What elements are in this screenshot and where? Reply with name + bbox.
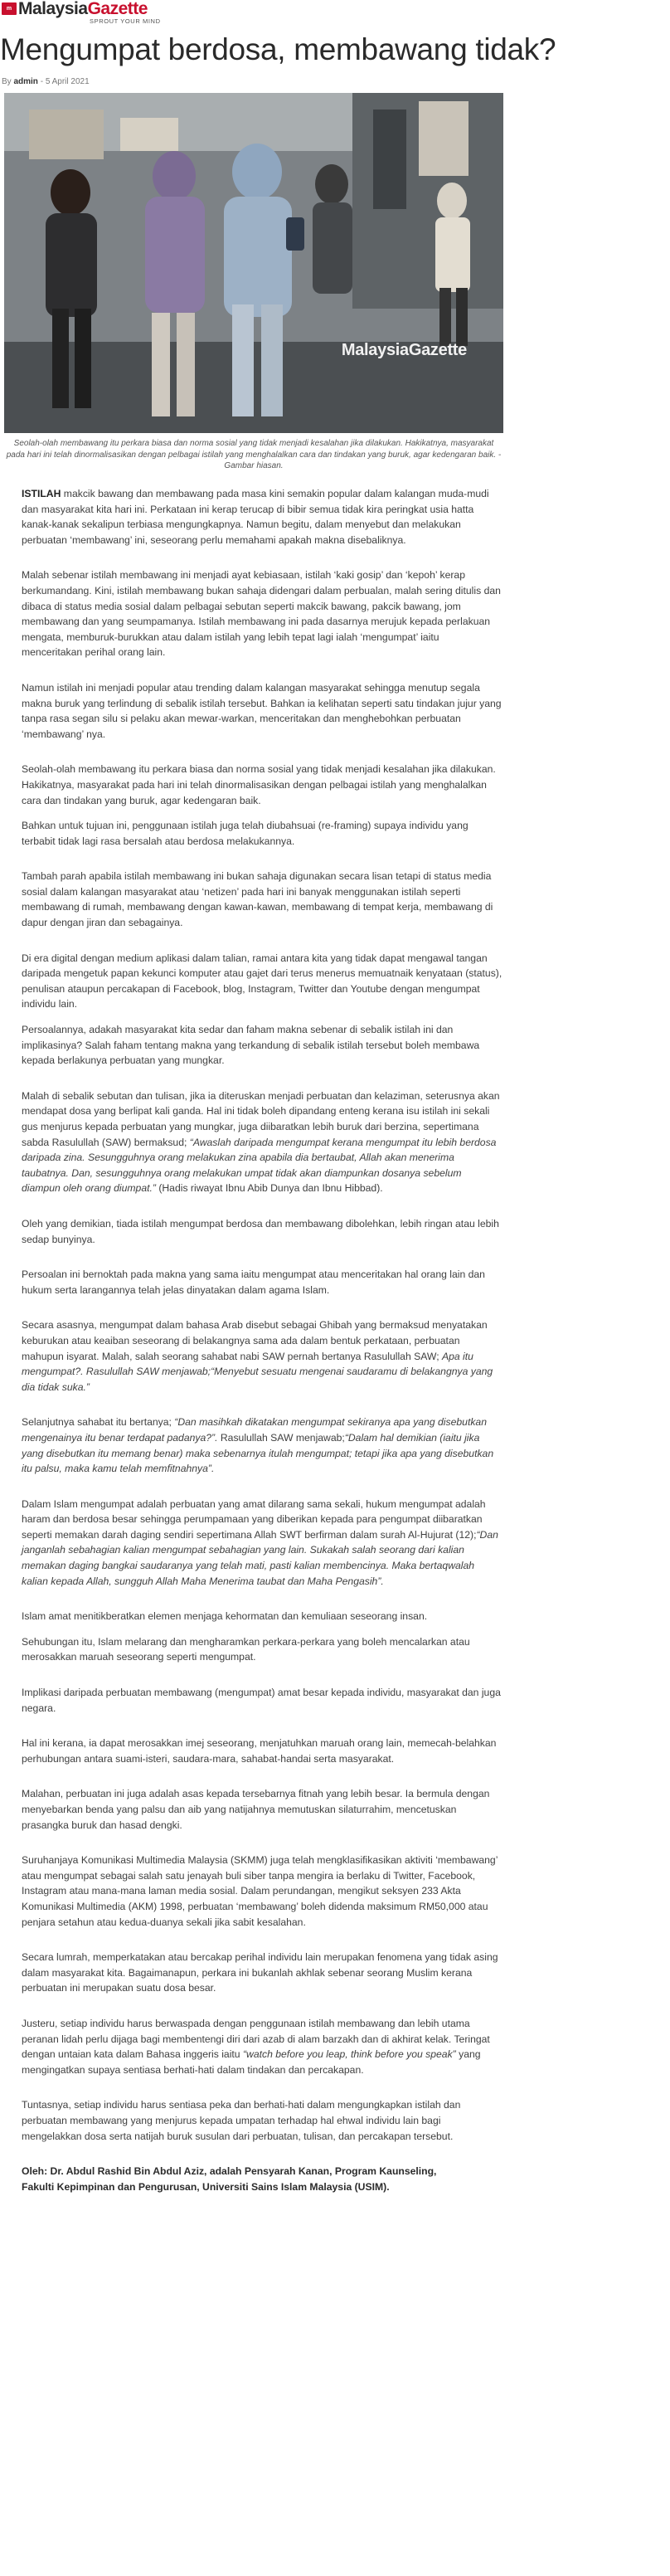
article-paragraph xyxy=(22,1685,502,1716)
logo-badge: m xyxy=(2,2,17,15)
article-paragraph xyxy=(22,567,502,660)
paragraph-text: Islam amat menitikberatkan elemen menjaga kehormatan dan kemuliaan seseorang insan. xyxy=(22,1610,428,1623)
article-paragraph xyxy=(22,762,502,808)
paragraph-text: Selanjutnya sahabat itu bertanya; xyxy=(22,1416,175,1429)
paragraph-text: Suruhanjaya Komunikasi Multimedia Malaysia (SKMM) juga telah mengklasifikasikan aktiviti ‘membawang’ atau mengumpat sebagai salah satu jenayah buli siber tanpa mengira ia berlaku di Twitter, Facebook, Instagram atau mana-mana laman media sosial. Dalam perundangan, mengikut seksyen 233 Akta Komunikasi Multimedia (AKM) 1998, perbuatan ‘membawang’ boleh didenda maksimum RM50,000 atau penjara setahun atau kedua-duanya sekali jika sabit kesalahan. xyxy=(22,1854,498,1928)
article-paragraph xyxy=(22,1022,502,1069)
paragraph-text: Secara asasnya, mengumpat dalam bahasa Arab disebut sebagai Ghibah yang bermaksud menyatakan keburukan atau keaiban seseorang di belakangnya sama ada dalam bentuk perkataan, perbuatan mahupun isyarat. Malah, salah seorang sahabat nabi SAW pernah bertanya Rasulullah SAW; xyxy=(22,1319,488,1362)
paragraph-text-after: (Hadis riwayat Ibnu Abib Dunya dan Ibnu Hibbad). xyxy=(155,1182,383,1195)
paragraph-quote: “watch before you leap, think before you speak” xyxy=(242,2048,456,2061)
site-logo[interactable] xyxy=(0,0,299,33)
photo-scene xyxy=(4,93,503,433)
article-paragraph xyxy=(22,1415,502,1476)
author-link[interactable]: admin xyxy=(13,77,38,86)
logo-wordmark-part2: Gazette xyxy=(87,0,148,18)
article-paragraph xyxy=(22,1736,502,1766)
article-paragraph xyxy=(22,680,502,742)
paragraph-text: Malahan, perbuatan ini juga adalah asas kepada tersebarnya fitnah yang lebih besar. Ia bermula dengan menyebarkan benda yang palsu dan aib yang natijahnya memutuskan silaturrahim, mencetuskan prasangka buruk dan hasad dengki. xyxy=(22,1788,490,1831)
article-title: Mengumpat berdosa, membawang tidak? xyxy=(0,32,556,66)
logo-wordmark-part1: Malaysia xyxy=(18,0,88,18)
article-paragraph xyxy=(22,1950,502,1996)
paragraph-text: Persoalannya, adakah masyarakat kita sedar dan faham makna sebenar di sebalik istilah ini dan implikasinya? Salah faham tentang makna yang terkandung di sebalik istilah tersebut boleh membawa kepada berlakunya perbuatan yang mungkar. xyxy=(22,1024,480,1067)
paragraph-quote: “Awaslah daripada mengumpat kerana mengumpat itu lebih berdosa daripada zina. Sesungguhnya orang melakukan zina apabila dia bertaubat, Allah akan menerima taubatnya. Dan, sesungguhnya orang melakukan umpat tidak akan diampunkan dosanya sebelum diampun oleh orang diumpat.” xyxy=(22,1136,497,1195)
paragraph-text: Malah di sebalik sebutan dan tulisan, jika ia diteruskan menjadi perbuatan dan kelaziman, seterusnya akan mendapat dosa yang berlipat kali ganda. Hal ini tidak boleh dipandang enteng kerana isu istilah ini sekali gus menjurus kepada perbuatan yang mungkar, juga diibaratkan lebih buruk dari berzina, sepertimana sabda Rasulullah (SAW) bermaksud; xyxy=(22,1089,500,1148)
paragraph-text-after: yang mengingatkan supaya sentiasa berhati-hati dalam tindakan dan percakapan. xyxy=(22,2048,481,2076)
paragraph-text: Bahkan untuk tujuan ini, penggunaan istilah juga telah diubahsuai (re-framing) supaya individu yang terbabit tidak lagi rasa bersalah atau berdosa melakukannya. xyxy=(22,820,469,847)
paragraph-quote: “Dan janganlah sebahagian kalian mengumpat sebahagian yang lain. Sukakah salah seorang dari kalian memakan daging bangkai saudaranya yang telah mati, pasti kalian membencinya. Maka bertaqwalah kalian kepada Allah, sungguh Allah Maha Menerima taubat dan Maha Pengasih”. xyxy=(22,1528,498,1587)
paragraph-quote: “Dan masihkah dikatakan mengumpat sekiranya apa yang disebutkan mengenainya itu benar terdapat padanya?”. xyxy=(22,1416,487,1444)
article-paragraph xyxy=(22,1317,502,1395)
paragraph-text: Seolah-olah membawang itu perkara biasa dan norma sosial yang tidak menjadi kesalahan jika dilakukan. Hakikatnya, masyarakat pada hari ini telah dinormalisasikan dengan pelbagai istilah yang menghalalkan cara dan tindakan yang buruk, agar kedengaran baik. xyxy=(22,763,496,806)
paragraph-text: Oleh yang demikian, tiada istilah mengumpat berdosa dan membawang dibolehkan, lebih ringan atau lebih sedap bunyinya. xyxy=(22,1217,499,1245)
paragraph-text: Implikasi daripada perbuatan membawang (mengumpat) amat besar kepada individu, masyarakat dan juga negara. xyxy=(22,1687,501,1714)
paragraph-text: Sehubungan itu, Islam melarang dan mengharamkan perkara-perkara yang boleh mencalarkan atau merosakkan maruah seseorang seperti mengumpat. xyxy=(22,1635,470,1663)
logo-wordmark xyxy=(18,0,148,19)
article-paragraph xyxy=(22,1497,502,1590)
paragraph-text: Di era digital dengan medium aplikasi dalam talian, ramai antara kita yang tidak dapat mengawal tangan daripada mengetuk papan kekunci komputer atau gajet dari terus menerus memuatnaik kenyataan (status), penulisan ataupun percakapan di Facebook, blog, Instagram, Twitter dan Youtube dengan mengumpat individu lain. xyxy=(22,952,502,1010)
photo-watermark: MalaysiaGazette xyxy=(341,341,467,359)
paragraph-text: Tambah parah apabila istilah membawang ini bukan sahaja digunakan secara lisan tetapi di status media sosial dalam kalangan masyarakat atau ‘netizen’ pada hari ini banyak menggunakan istilah seperti membawang di rumah, membawang dengan kawan-kawan, membawang di tempat kerja, membawang di dapur dengan jiran dan sebagainya. xyxy=(22,870,493,929)
article-paragraph xyxy=(22,486,502,548)
article-paragraph xyxy=(22,2097,502,2144)
photo-caption: Seolah-olah membawang itu perkara biasa dan norma sosial yang tidak menjadi kesalahan jika dilakukan. Hakikatnya, masyarakat pada hari ini telah dinormalisasikan dengan pelbagai istilah yang menghalalkan cara dan tindakan yang buruk, agar kedengaran baik. - Gambar hiasan. xyxy=(6,439,502,470)
paragraph-text: Namun istilah ini menjadi popular atau trending dalam kalangan masyarakat sehingga menutup segala makna buruk yang terlindung di sebalik istilah tersebut. Bahkan ia kelihatan seperti satu tindakan jujur yang tanpa rasa segan silu si pelaku akan mewar-warkan, menceritakan dan menghebohkan perbuatan ‘membawang’ nya. xyxy=(22,681,502,740)
article-paragraph xyxy=(22,1786,502,1833)
article-body xyxy=(22,486,502,2194)
byline xyxy=(2,77,90,86)
author-credit-line-1: Oleh: Dr. Abdul Rashid Bin Abdul Aziz, adalah Pensyarah Kanan, Program Kaunseling, xyxy=(22,2165,437,2178)
article-paragraph xyxy=(22,1216,502,1247)
article-paragraph xyxy=(22,1267,502,1298)
paragraph-text: Justeru, setiap individu harus berwaspada dengan penggunaan istilah membawang dan lebih utama peranan lidah perlu dijaga bagi membentengi diri dari azab di alam barzakh dan di akhirat kelak. Teringat dengan untaian kata dalam Bahasa inggeris iaitu xyxy=(22,2017,490,2061)
paragraph-text: makcik bawang dan membawang pada masa kini semakin popular dalam kalangan muda-mudi dan masyarakat kita hari ini. Perkataan ini kerap terucap di bibir semua tidak kira peringkat usia hatta kanak-kanak sekalipun terbiasa mengungkapnya. Namun begitu, dalam menyebut dan melakukan perbuatan ‘membawang’ ini, seseorang perlu memahami apakah makna disebaliknya. xyxy=(22,488,489,546)
article-paragraph xyxy=(22,1088,502,1196)
article-paragraph xyxy=(22,1609,502,1624)
publish-date: 5 April 2021 xyxy=(45,77,90,86)
article-paragraph xyxy=(22,869,502,930)
paragraph-text: Malah sebenar istilah membawang ini menjadi ayat kebiasaan, istilah ‘kaki gosip’ dan ‘kepoh’ kerap berkumandang. Kini, istilah membawang bukan sahaja didengari dalam perbualan, malah sering ditulis dan dibaca di status media sosial dalam pelbagai sebutan seperti makcik bawang, pakcik bawang, jom membawang dan yang seumpamanya. Istilah membawang ini pada dasarnya merujuk kepada perlakuan mengata, memburuk-burukkan atau dalam istilah yang lebih tepat lagi ialah ‘mengumpat’ iaitu menceritakan perihal orang lain. xyxy=(22,569,501,659)
paragraph-text: Tuntasnya, setiap individu harus sentiasa peka dan berhati-hati dalam mengungkapkan istilah dan perbuatan membawang yang menjurus kepada umpatan terhadap hal ehwal individu lain bagi mengelakkan dosa serta natijah buruk susulan dari perbuatan, tulisan, dan percakapan tersebut. xyxy=(22,2099,461,2142)
article-paragraph xyxy=(22,1634,502,1665)
paragraph-text: Persoalan ini bernoktah pada makna yang sama iaitu mengumpat atau menceritakan hal orang lain dan hukum serta larangannya telah jelas dinyatakan dalam agama Islam. xyxy=(22,1269,485,1296)
article-paragraph xyxy=(22,1853,502,1930)
paragraph-text: Secara lumrah, memperkatakan atau bercakap perihal individu lain merupakan fenomena yang tidak asing dalam masyarakat kita. Bagaimanapun, perkara ini bukanlah akhlak sebenar seorang Muslim kerana perbuatan ini merupakan suatu dosa besar. xyxy=(22,1951,498,1994)
article-paragraph xyxy=(22,2016,502,2077)
paragraph-text-after: Rasulullah SAW menjawab; xyxy=(217,1431,345,1444)
paragraph-quote: “Dalam hal demikian (iaitu jika yang disebutkan itu memang benar) maka sebenarnya itulah mengumpat; tetapi jika apa yang disebutkan itu palsu, maka kamu telah memfitnahnya”. xyxy=(22,1431,494,1475)
logo-tagline: SPROUT YOUR MIND xyxy=(90,17,161,25)
paragraph-quote: Apa itu mengumpat?. Rasulullah SAW menjawab;“Menyebut sesuatu mengenai saudaramu di belakangnya yang dia tidak suka.” xyxy=(22,1350,493,1393)
byline-prefix: By xyxy=(2,77,12,86)
byline-separator: - xyxy=(40,77,44,86)
article-paragraph xyxy=(22,818,502,849)
paragraph-text: Hal ini kerana, ia dapat merosakkan imej seseorang, menjatuhkan maruah orang lain, memecah-belahkan perhubungan antara suami-isteri, saudara-mara, sahabat-handai serta masyarakat. xyxy=(22,1737,497,1765)
paragraph-text: Dalam Islam mengumpat adalah perbuatan yang amat dilarang sama sekali, hukum mengumpat adalah haram dan berdosa besar sehingga perumpamaan yang diberikan kepada para pengumpat diibaratkan seperti memakan darah daging sendiri sepertimana Allah SWT berfirman dalam surah Al-Hujurat (12); xyxy=(22,1497,486,1541)
paragraph-lead-word: ISTILAH xyxy=(22,488,61,499)
featured-photo xyxy=(4,93,503,433)
article-paragraph xyxy=(22,951,502,1012)
author-credit-line-2: Fakulti Kepimpinan dan Pengurusan, Universiti Sains Islam Malaysia (USIM). xyxy=(22,2180,390,2193)
